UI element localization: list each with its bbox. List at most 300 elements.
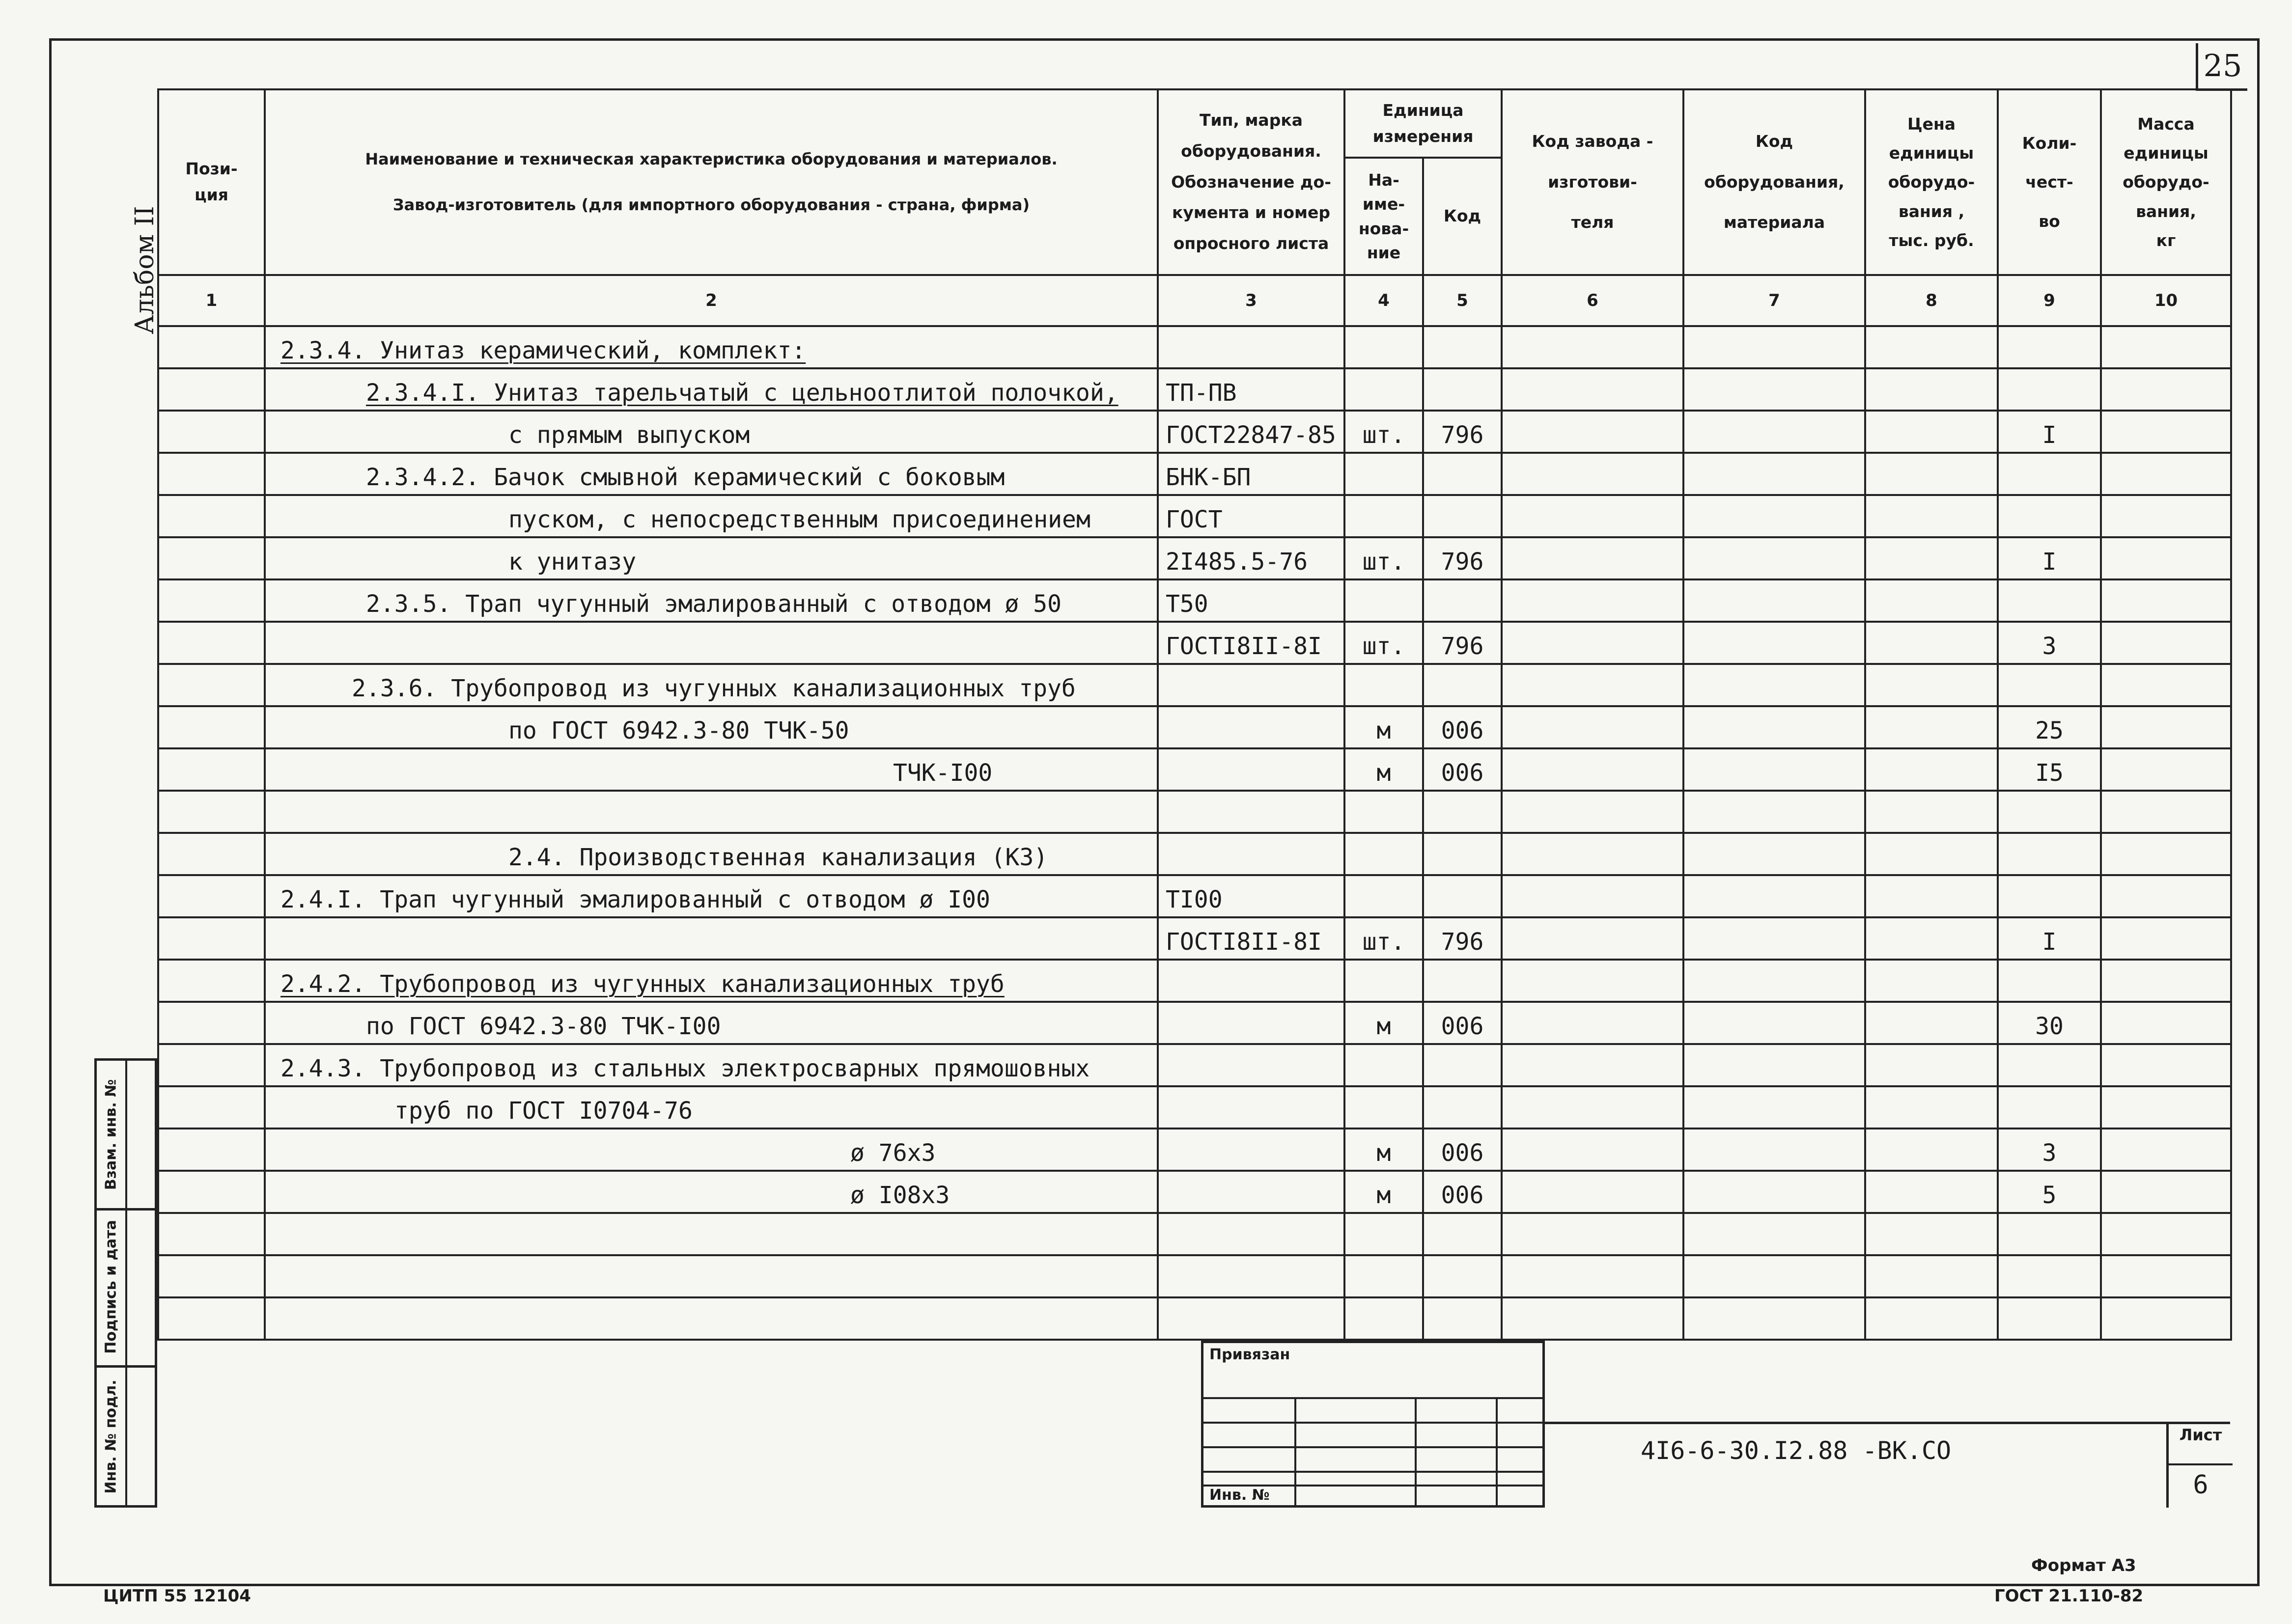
unit-name-text: шт. xyxy=(1362,633,1405,660)
factory-code-cell xyxy=(1502,453,1683,495)
unit-name-text xyxy=(1345,998,1422,1001)
position-cell xyxy=(158,1129,265,1171)
unit-code-text: 006 xyxy=(1441,717,1484,744)
equipment-code-cell xyxy=(1683,1086,1865,1129)
quantity-text xyxy=(1999,702,2100,705)
mass-cell xyxy=(2101,411,2231,453)
table-row xyxy=(158,960,2231,1002)
price-cell xyxy=(1865,1255,1998,1297)
header-factory-code: Код завода - изготови- теля xyxy=(1502,89,1683,275)
unit-code-text xyxy=(1424,364,1501,367)
unit-name-text xyxy=(1345,1082,1422,1085)
tb-line xyxy=(1203,1471,1542,1473)
quantity-cell xyxy=(1998,579,2101,622)
item-name-text: 2.3.4.2. Бачок смывной керамический с боковым xyxy=(366,464,1005,491)
mass-cell xyxy=(2101,960,2231,1002)
table-row xyxy=(158,495,2231,537)
unit-name-cell xyxy=(1344,1171,1423,1213)
title-line xyxy=(1545,1422,2230,1424)
unit-name-text xyxy=(1345,618,1422,621)
quantity-cell xyxy=(1998,706,2101,748)
position-cell xyxy=(158,537,265,579)
header-type: Тип, марка оборудования. Обозначение до- кумента и номер опросного листа xyxy=(1158,89,1344,275)
price-cell xyxy=(1865,1171,1998,1213)
unit-name-text: шт. xyxy=(1362,928,1405,956)
table-row xyxy=(158,579,2231,622)
equipment-code-cell xyxy=(1683,875,1865,917)
unit-name-cell xyxy=(1344,833,1423,875)
sheet-value: 6 xyxy=(2169,1463,2233,1500)
price-cell xyxy=(1865,917,1998,960)
type-cell xyxy=(1158,875,1344,917)
type-cell xyxy=(1158,960,1344,1002)
unit-name-cell xyxy=(1344,791,1423,833)
equipment-code-cell xyxy=(1683,664,1865,706)
unit-name-cell xyxy=(1344,453,1423,495)
table-row xyxy=(158,1213,2231,1255)
table-row xyxy=(158,917,2231,960)
item-name-cell xyxy=(265,1297,1158,1340)
quantity-cell xyxy=(1998,875,2101,917)
type-cell xyxy=(1158,706,1344,748)
quantity-cell xyxy=(1998,537,2101,579)
price-cell xyxy=(1865,706,1998,748)
unit-code-cell xyxy=(1423,1086,1502,1129)
album-label: Альбом II xyxy=(130,206,160,334)
table-row xyxy=(158,1255,2231,1297)
tb-line xyxy=(1203,1422,1542,1424)
equipment-code-cell xyxy=(1683,411,1865,453)
quantity-cell xyxy=(1998,326,2101,368)
header-equipment-code: Код оборудования, материала xyxy=(1683,89,1865,275)
specification-table xyxy=(157,88,2232,1341)
table-row xyxy=(158,1002,2231,1044)
item-name-text: 2.3.4. Унитаз керамический, комплект: xyxy=(280,337,806,364)
unit-name-text: шт. xyxy=(1362,421,1405,449)
item-name-cell xyxy=(265,706,1158,748)
equipment-code-cell xyxy=(1683,748,1865,791)
mass-cell xyxy=(2101,1129,2231,1171)
type-text xyxy=(1159,1294,1343,1296)
type-text xyxy=(1159,1209,1343,1212)
item-name-cell xyxy=(265,791,1158,833)
equipment-code-cell xyxy=(1683,622,1865,664)
table-row xyxy=(158,875,2231,917)
quantity-cell xyxy=(1998,1086,2101,1129)
table-row xyxy=(158,706,2231,748)
quantity-text xyxy=(1999,407,2100,410)
equipment-code-cell xyxy=(1683,1171,1865,1213)
equipment-code-cell xyxy=(1683,368,1865,411)
type-text: 2I485.5-76 xyxy=(1166,548,1308,576)
col-number: 10 xyxy=(2101,275,2231,326)
mass-cell xyxy=(2101,495,2231,537)
quantity-text: I xyxy=(2042,928,2057,956)
factory-code-cell xyxy=(1502,1255,1683,1297)
quantity-cell xyxy=(1998,917,2101,960)
mass-cell xyxy=(2101,622,2231,664)
tb-vline xyxy=(1415,1397,1417,1508)
stamp-cell-inv-zam xyxy=(97,1061,125,1208)
equipment-code-cell xyxy=(1683,1002,1865,1044)
unit-code-text xyxy=(1424,618,1501,621)
equipment-code-cell xyxy=(1683,1044,1865,1086)
unit-name-cell xyxy=(1344,1255,1423,1297)
type-text xyxy=(1159,744,1343,747)
type-text xyxy=(1159,1040,1343,1043)
quantity-text xyxy=(1999,364,2100,367)
unit-name-cell xyxy=(1344,1002,1423,1044)
inv-no-label: Инв. № xyxy=(1209,1486,1270,1504)
item-name-cell xyxy=(265,326,1158,368)
type-text: Т50 xyxy=(1166,590,1208,618)
quantity-cell xyxy=(1998,791,2101,833)
quantity-text: 30 xyxy=(2035,1013,2064,1040)
factory-code-cell xyxy=(1502,1297,1683,1340)
quantity-cell xyxy=(1998,622,2101,664)
quantity-text xyxy=(1999,1251,2100,1254)
table-body xyxy=(158,326,2231,1340)
col-number: 4 xyxy=(1344,275,1423,326)
quantity-cell xyxy=(1998,748,2101,791)
mass-cell xyxy=(2101,833,2231,875)
type-cell xyxy=(1158,1255,1344,1297)
mass-cell xyxy=(2101,1044,2231,1086)
equipment-code-cell xyxy=(1683,917,1865,960)
type-cell xyxy=(1158,1044,1344,1086)
quantity-cell xyxy=(1998,453,2101,495)
position-cell xyxy=(158,791,265,833)
table-row xyxy=(158,411,2231,453)
mass-cell xyxy=(2101,875,2231,917)
table-row xyxy=(158,833,2231,875)
type-text xyxy=(1159,1336,1343,1339)
type-text xyxy=(1159,871,1343,874)
type-text: ГОСТ22847-85 xyxy=(1166,421,1336,449)
item-name-cell xyxy=(265,495,1158,537)
item-name-cell xyxy=(265,1086,1158,1129)
position-cell xyxy=(158,1213,265,1255)
item-name-text xyxy=(266,1251,1157,1254)
unit-code-cell xyxy=(1423,1213,1502,1255)
type-text xyxy=(1159,998,1343,1001)
table-row xyxy=(158,1297,2231,1340)
unit-name-cell xyxy=(1344,368,1423,411)
item-name-text: ø I08x3 xyxy=(850,1182,950,1209)
quantity-cell xyxy=(1998,368,2101,411)
footer-left: ЦИТП 55 12104 xyxy=(103,1586,251,1606)
equipment-code-cell xyxy=(1683,495,1865,537)
quantity-text xyxy=(1999,1082,2100,1085)
unit-code-cell xyxy=(1423,453,1502,495)
item-name-cell xyxy=(265,411,1158,453)
unit-name-text xyxy=(1345,533,1422,536)
factory-code-cell xyxy=(1502,917,1683,960)
unit-name-text xyxy=(1345,491,1422,494)
header-position: Пози- ция xyxy=(158,89,265,275)
factory-code-cell xyxy=(1502,875,1683,917)
item-name-cell xyxy=(265,917,1158,960)
item-name-text: 2.4.2. Трубопровод из чугунных канализационных труб xyxy=(280,970,1005,998)
price-cell xyxy=(1865,622,1998,664)
factory-code-cell xyxy=(1502,495,1683,537)
header-unit-code: Код xyxy=(1423,158,1502,275)
type-cell xyxy=(1158,791,1344,833)
unit-name-text xyxy=(1345,1294,1422,1296)
unit-code-text xyxy=(1424,1251,1501,1254)
price-cell xyxy=(1865,1129,1998,1171)
price-cell xyxy=(1865,495,1998,537)
unit-name-text: м xyxy=(1376,1182,1391,1209)
quantity-text: I5 xyxy=(2035,759,2064,787)
quantity-cell xyxy=(1998,495,2101,537)
mass-cell xyxy=(2101,1213,2231,1255)
quantity-text xyxy=(1999,1125,2100,1128)
col-number: 7 xyxy=(1683,275,1865,326)
header-row-top xyxy=(158,89,2231,158)
quantity-text: 5 xyxy=(2042,1182,2057,1209)
mass-cell xyxy=(2101,1297,2231,1340)
position-cell xyxy=(158,368,265,411)
header-unit-name: На- име- нова- ние xyxy=(1344,158,1423,275)
equipment-code-cell xyxy=(1683,706,1865,748)
position-cell xyxy=(158,664,265,706)
sheet-number-box xyxy=(2166,1422,2233,1508)
position-cell xyxy=(158,326,265,368)
col-number: 9 xyxy=(1998,275,2101,326)
tb-vline xyxy=(1294,1397,1296,1508)
table-row xyxy=(158,326,2231,368)
unit-name-text xyxy=(1345,364,1422,367)
price-cell xyxy=(1865,579,1998,622)
item-name-cell xyxy=(265,368,1158,411)
format-label: Формат А3 xyxy=(2031,1556,2136,1575)
equipment-code-cell xyxy=(1683,453,1865,495)
factory-code-cell xyxy=(1502,1213,1683,1255)
quantity-cell xyxy=(1998,411,2101,453)
type-text xyxy=(1159,364,1343,367)
unit-code-cell xyxy=(1423,917,1502,960)
type-text: ГОСТI8II-8I xyxy=(1166,928,1322,956)
type-cell xyxy=(1158,326,1344,368)
item-name-cell xyxy=(265,1002,1158,1044)
unit-code-cell xyxy=(1423,622,1502,664)
unit-code-text: 796 xyxy=(1441,928,1484,956)
table-row xyxy=(158,791,2231,833)
unit-code-cell xyxy=(1423,1129,1502,1171)
position-cell xyxy=(158,579,265,622)
quantity-cell xyxy=(1998,1002,2101,1044)
type-cell xyxy=(1158,1129,1344,1171)
stamp-inv-zam: Взам. инв. № xyxy=(102,1079,120,1190)
unit-name-cell xyxy=(1344,326,1423,368)
quantity-text: 3 xyxy=(2042,1139,2057,1167)
unit-name-cell xyxy=(1344,1129,1423,1171)
unit-code-text: 006 xyxy=(1441,1139,1484,1167)
type-text: ГОСТI8II-8I xyxy=(1166,633,1322,660)
unit-code-cell xyxy=(1423,495,1502,537)
item-name-cell xyxy=(265,960,1158,1002)
quantity-cell xyxy=(1998,1171,2101,1213)
factory-code-cell xyxy=(1502,1002,1683,1044)
item-name-text: 2.4.3. Трубопровод из стальных электросварных прямошовных xyxy=(280,1055,1090,1082)
item-name-cell xyxy=(265,579,1158,622)
table-row xyxy=(158,1171,2231,1213)
item-name-cell xyxy=(265,622,1158,664)
unit-code-cell xyxy=(1423,833,1502,875)
price-cell xyxy=(1865,833,1998,875)
type-text xyxy=(1159,1167,1343,1170)
unit-name-cell xyxy=(1344,1297,1423,1340)
mass-cell xyxy=(2101,748,2231,791)
quantity-text xyxy=(1999,491,2100,494)
mass-cell xyxy=(2101,1002,2231,1044)
col-number: 6 xyxy=(1502,275,1683,326)
type-text: ТП-ПВ xyxy=(1166,379,1237,407)
price-cell xyxy=(1865,664,1998,706)
mass-cell xyxy=(2101,579,2231,622)
mass-cell xyxy=(2101,664,2231,706)
unit-name-text xyxy=(1345,407,1422,410)
unit-name-text xyxy=(1345,702,1422,705)
factory-code-cell xyxy=(1502,664,1683,706)
price-cell xyxy=(1865,1044,1998,1086)
unit-code-cell xyxy=(1423,875,1502,917)
unit-code-text xyxy=(1424,1294,1501,1296)
unit-code-text xyxy=(1424,1125,1501,1128)
position-cell xyxy=(158,1171,265,1213)
col-number: 5 xyxy=(1423,275,1502,326)
page-number: 25 xyxy=(2196,43,2247,91)
factory-code-cell xyxy=(1502,1086,1683,1129)
factory-code-cell xyxy=(1502,706,1683,748)
unit-code-text xyxy=(1424,491,1501,494)
equipment-code-cell xyxy=(1683,537,1865,579)
item-name-text: 2.3.5. Трап чугунный эмалированный с отводом ø 50 xyxy=(366,590,1062,618)
equipment-code-cell xyxy=(1683,1297,1865,1340)
header-quantity: Коли- чест- во xyxy=(1998,89,2101,275)
factory-code-cell xyxy=(1502,326,1683,368)
type-text xyxy=(1159,1125,1343,1128)
item-name-text: пуском, с непосредственным присоединением xyxy=(508,506,1090,533)
unit-code-text xyxy=(1424,407,1501,410)
type-text: ТI00 xyxy=(1166,886,1223,913)
type-cell xyxy=(1158,579,1344,622)
quantity-text xyxy=(1999,871,2100,874)
table-row xyxy=(158,1129,2231,1171)
factory-code-cell xyxy=(1502,1129,1683,1171)
footer-right: ГОСТ 21.110-82 xyxy=(1994,1586,2144,1606)
mass-cell xyxy=(2101,537,2231,579)
unit-name-cell xyxy=(1344,875,1423,917)
unit-name-text xyxy=(1345,871,1422,874)
item-name-cell xyxy=(265,453,1158,495)
item-name-text xyxy=(266,1336,1157,1339)
item-name-text: ø 76x3 xyxy=(850,1139,936,1167)
quantity-cell xyxy=(1998,1213,2101,1255)
unit-name-text: шт. xyxy=(1362,548,1405,576)
equipment-code-cell xyxy=(1683,326,1865,368)
position-cell xyxy=(158,1255,265,1297)
unit-name-cell xyxy=(1344,1044,1423,1086)
item-name-text: по ГОСТ 6942.3-80 ТЧК-I00 xyxy=(366,1013,721,1040)
mass-cell xyxy=(2101,453,2231,495)
unit-name-cell xyxy=(1344,537,1423,579)
position-cell xyxy=(158,706,265,748)
type-text: БНК-БП xyxy=(1166,464,1251,491)
table-row xyxy=(158,1044,2231,1086)
quantity-cell xyxy=(1998,1255,2101,1297)
header-price: Цена единицы оборудо- вания , тыс. руб. xyxy=(1865,89,1998,275)
price-cell xyxy=(1865,1213,1998,1255)
item-name-text xyxy=(266,660,1157,663)
item-name-cell xyxy=(265,833,1158,875)
tb-line xyxy=(1203,1446,1542,1448)
type-cell xyxy=(1158,1086,1344,1129)
unit-name-text xyxy=(1345,913,1422,916)
position-cell xyxy=(158,411,265,453)
price-cell xyxy=(1865,326,1998,368)
position-cell xyxy=(158,1044,265,1086)
unit-code-text xyxy=(1424,533,1501,536)
unit-name-cell xyxy=(1344,748,1423,791)
factory-code-cell xyxy=(1502,411,1683,453)
unit-code-text xyxy=(1424,913,1501,916)
quantity-text xyxy=(1999,913,2100,916)
type-text: ГОСТ xyxy=(1166,506,1223,533)
factory-code-cell xyxy=(1502,833,1683,875)
quantity-text xyxy=(1999,998,2100,1001)
unit-code-cell xyxy=(1423,664,1502,706)
factory-code-cell xyxy=(1502,1171,1683,1213)
price-cell xyxy=(1865,1002,1998,1044)
unit-code-text: 006 xyxy=(1441,1182,1484,1209)
item-name-text xyxy=(266,829,1157,832)
item-name-cell xyxy=(265,1171,1158,1213)
quantity-text: 3 xyxy=(2042,633,2057,660)
unit-name-cell xyxy=(1344,495,1423,537)
stamp-podpis: Подпись и дата xyxy=(102,1219,120,1354)
unit-name-text xyxy=(1345,1336,1422,1339)
quantity-cell xyxy=(1998,1044,2101,1086)
equipment-code-cell xyxy=(1683,791,1865,833)
unit-code-text: 796 xyxy=(1441,548,1484,576)
unit-code-cell xyxy=(1423,1171,1502,1213)
item-name-cell xyxy=(265,1129,1158,1171)
header-mass: Масса единицы оборудо- вания, кг xyxy=(2101,89,2231,275)
item-name-text: труб по ГОСТ I0704-76 xyxy=(394,1097,693,1125)
stamp-inv-podl: Инв. № подл. xyxy=(102,1379,120,1494)
position-cell xyxy=(158,495,265,537)
type-cell xyxy=(1158,495,1344,537)
type-cell xyxy=(1158,664,1344,706)
unit-code-text xyxy=(1424,829,1501,832)
item-name-text: 2.3.4.I. Унитаз тарельчатый с цельноотлитой полочкой, xyxy=(366,379,1118,407)
item-name-text: с прямым выпуском xyxy=(508,421,750,449)
unit-name-cell xyxy=(1344,706,1423,748)
unit-code-cell xyxy=(1423,368,1502,411)
item-name-text xyxy=(266,1294,1157,1296)
mass-cell xyxy=(2101,791,2231,833)
type-text xyxy=(1159,829,1343,832)
col-number: 3 xyxy=(1158,275,1344,326)
item-name-cell xyxy=(265,664,1158,706)
item-name-text: по ГОСТ 6942.3-80 ТЧК-50 xyxy=(508,717,849,744)
position-cell xyxy=(158,622,265,664)
document-code: 4I6-6-30.I2.88 -ВК.СО xyxy=(1641,1436,1952,1465)
mass-cell xyxy=(2101,1086,2231,1129)
approval-stamp-strip xyxy=(94,1058,157,1508)
